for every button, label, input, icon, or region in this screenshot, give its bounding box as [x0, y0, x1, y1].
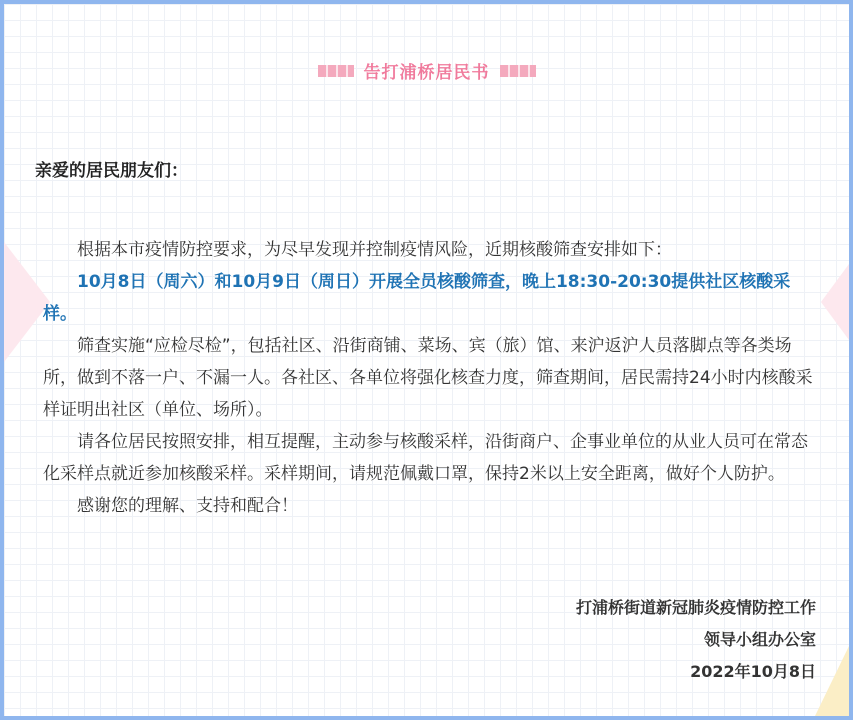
- paragraph-request: 请各位居民按照安排，相互提醒，主动参与核酸采样，沿街商户、企事业单位的从业人员可在常态化采样点就近参加核酸采样。采样期间，请规范佩戴口罩，保持2米以上安全距离，做好个人防护。: [43, 432, 808, 484]
- page-title: 告打浦桥居民书: [363, 63, 490, 83]
- notice-body: [43, 234, 821, 522]
- paragraph-schedule-highlight: 10月8日（周六）和10月9日（周日）开展全员核酸筛查，晚上18:30-20:30提供社区核酸采样。: [43, 272, 791, 324]
- signature-org-line2: 领导小组办公室: [703, 630, 816, 649]
- paragraph-thanks: 感谢您的理解、支持和配合！: [77, 496, 298, 516]
- decor-corner: [815, 646, 849, 716]
- signature-org-line1: 打浦桥街道新冠肺炎疫情防控工作: [575, 598, 816, 617]
- title-row: [4, 58, 849, 83]
- title-bar-left: [318, 65, 354, 77]
- signature-date: 2022年10月8日: [690, 662, 816, 681]
- decor-triangle-right: [821, 264, 849, 340]
- signature-block: [576, 592, 816, 688]
- paragraph-scope: 筛查实施“应检尽检”，包括社区、沿街商铺、菜场、宾（旅）馆、来沪返沪人员落脚点等各类场所，做到不落一户、不漏一人。各社区、各单位将强化核查力度，筛查期间，居民需持24小时内核酸采样证明出社区（单位、场所）。: [43, 336, 813, 420]
- title-bar-right: [500, 65, 536, 77]
- greeting: 亲爱的居民朋友们：: [35, 161, 188, 181]
- paragraph-intro: 根据本市疫情防控要求，为尽早发现并控制疫情风险，近期核酸筛查安排如下：: [77, 240, 672, 260]
